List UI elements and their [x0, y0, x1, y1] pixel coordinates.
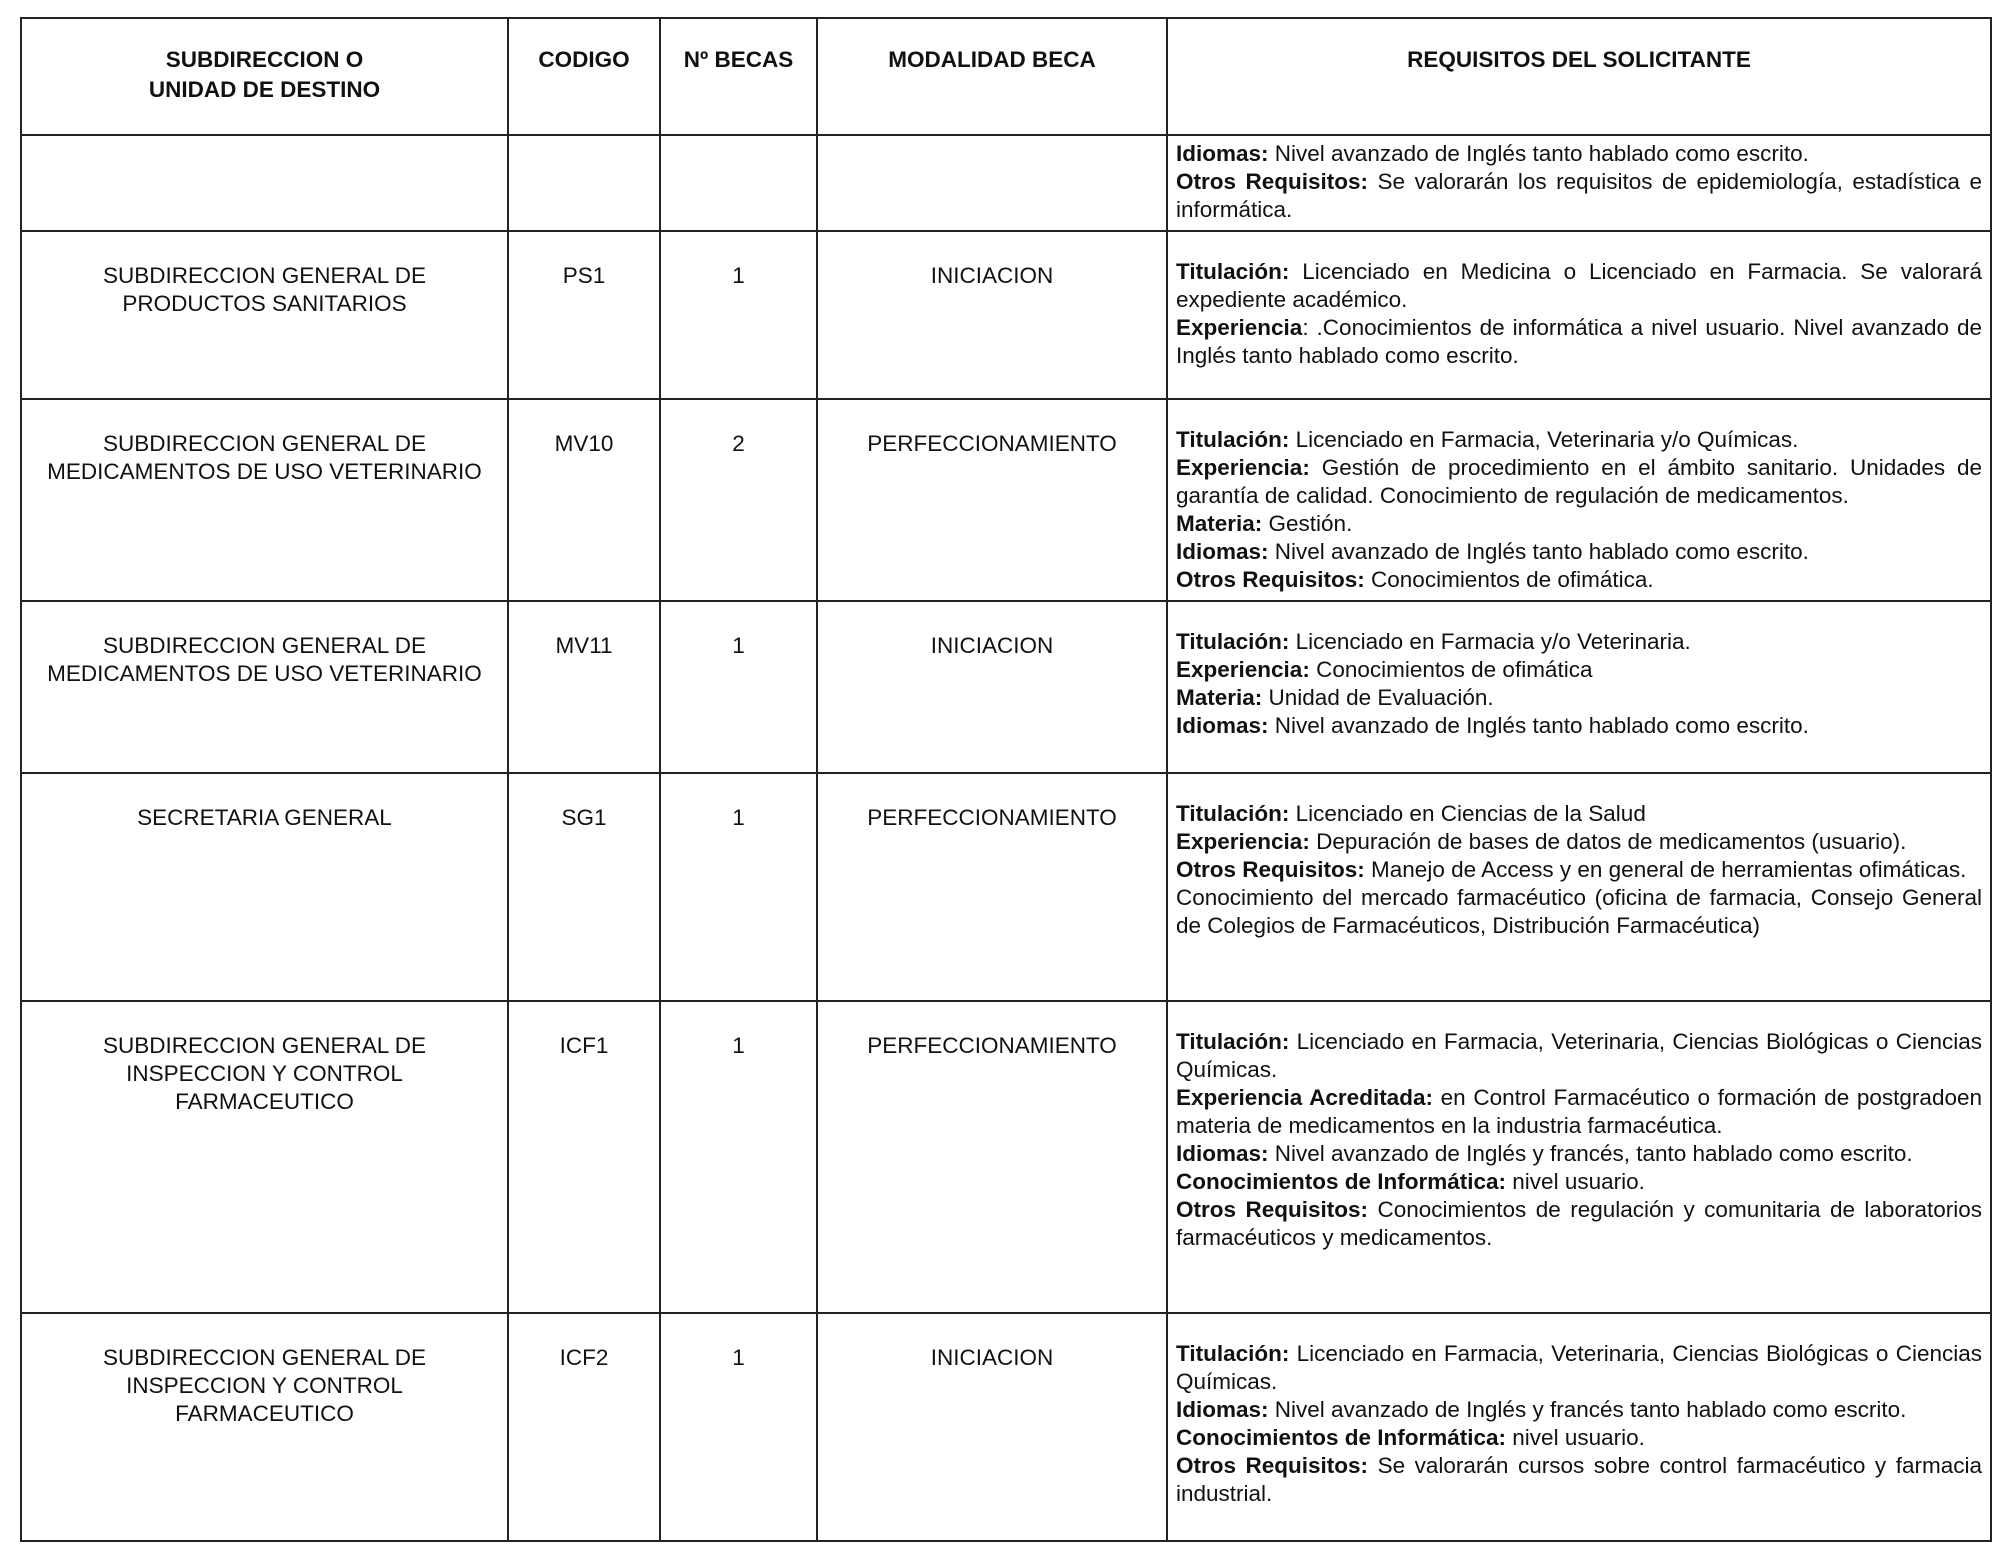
- cell-code: ICF1: [508, 1001, 660, 1313]
- requirement-label: Experiencia:: [1176, 455, 1310, 480]
- requirement-line: [1176, 426, 1982, 454]
- requirement-line: [1176, 856, 1982, 884]
- requirement-label: Idiomas:: [1176, 141, 1269, 166]
- requirement-text: Depuración de bases de datos de medicamentos (usuario).: [1309, 829, 1907, 854]
- requirement-line: [1176, 1424, 1982, 1452]
- requirement-text: Licenciado en Farmacia, Veterinaria, Ciencias Biológicas o Ciencias Químicas.: [1176, 1029, 1982, 1082]
- requirement-text: Conocimientos de ofimática.: [1364, 567, 1654, 592]
- cell-requirements: [1167, 1001, 1991, 1313]
- requirement-text: Gestión.: [1262, 511, 1353, 536]
- header-mod: MODALIDAD BECA: [817, 18, 1167, 135]
- requirement-text: nivel usuario.: [1506, 1425, 1645, 1450]
- cell-num: 1: [660, 773, 817, 1001]
- cell-unit: SUBDIRECCION GENERAL DE MEDICAMENTOS DE USO VETERINARIO: [21, 399, 508, 601]
- cell-code: ICF2: [508, 1313, 660, 1541]
- requirement-line: [1176, 1140, 1982, 1168]
- requirement-line: [1176, 258, 1982, 314]
- requirement-label: Idiomas:: [1176, 1141, 1269, 1166]
- requirement-label: Experiencia:: [1176, 657, 1310, 682]
- requirement-text: Licenciado en Farmacia, Veterinaria y/o Químicas.: [1289, 427, 1799, 452]
- requirement-text: Nivel avanzado de Inglés tanto hablado como escrito.: [1268, 539, 1809, 564]
- requirement-label: Materia:: [1176, 511, 1263, 536]
- table-row: [21, 399, 1991, 601]
- header-unit: SUBDIRECCION O UNIDAD DE DESTINO: [21, 18, 508, 135]
- requirement-text: Licenciado en Farmacia, Veterinaria, Ciencias Biológicas o Ciencias Químicas.: [1176, 1341, 1982, 1394]
- cell-code: PS1: [508, 231, 660, 399]
- requirement-label: Conocimientos de Informática:: [1176, 1169, 1507, 1194]
- requirement-line: [1176, 828, 1982, 856]
- requirement-label: Idiomas:: [1176, 539, 1269, 564]
- cell-mod: PERFECCIONAMIENTO: [817, 1001, 1167, 1313]
- requirement-line: [1176, 1340, 1982, 1396]
- requirement-line: [1176, 656, 1982, 684]
- table-row: [21, 773, 1991, 1001]
- requirement-line: [1176, 1452, 1982, 1508]
- requirement-text: Gestión de procedimiento en el ámbito sanitario. Unidades de garantía de calidad. Conocimiento de regulación de medicamentos.: [1176, 455, 1982, 508]
- requirement-text: Licenciado en Medicina o Licenciado en Farmacia. Se valorará expediente académico.: [1176, 259, 1982, 312]
- cell-num: 1: [660, 1313, 817, 1541]
- requirement-text: nivel usuario.: [1506, 1169, 1645, 1194]
- requirement-text: Conocimiento del mercado farmacéutico (oficina de farmacia, Consejo General de Colegios de Farmacéuticos, Distribución Farmacéutica): [1176, 885, 1982, 938]
- requirement-line: [1176, 168, 1982, 224]
- table-body: [21, 135, 1991, 1541]
- requirement-line: [1176, 1396, 1982, 1424]
- requirement-label: Experiencia Acreditada:: [1176, 1085, 1433, 1110]
- requirement-text: : .Conocimientos de informática a nivel usuario. Nivel avanzado de Inglés tanto hablado como escrito.: [1176, 315, 1982, 368]
- cell-num: 1: [660, 231, 817, 399]
- requirement-line: [1176, 1028, 1982, 1084]
- requirement-label: Otros Requisitos:: [1176, 1197, 1368, 1222]
- requirement-label: Titulación:: [1176, 629, 1290, 654]
- cell-unit: SUBDIRECCION GENERAL DE PRODUCTOS SANITARIOS: [21, 231, 508, 399]
- requirement-text: Conocimientos de ofimática: [1309, 657, 1593, 682]
- requirement-text: Licenciado en Ciencias de la Salud: [1289, 801, 1646, 826]
- requirement-label: Idiomas:: [1176, 1397, 1269, 1422]
- requirement-text: Conocimientos de regulación y comunitaria de laboratorios farmacéuticos y medicamentos.: [1176, 1197, 1982, 1250]
- requirement-label: Otros Requisitos:: [1176, 567, 1365, 592]
- cell-mod: INICIACION: [817, 601, 1167, 773]
- requirement-label: Titulación:: [1176, 1341, 1290, 1366]
- grants-table: [20, 17, 1992, 1542]
- cell-requirements: [1167, 601, 1991, 773]
- cell-mod: INICIACION: [817, 1313, 1167, 1541]
- requirement-text: Unidad de Evaluación.: [1262, 685, 1494, 710]
- requirement-label: Experiencia:: [1176, 829, 1310, 854]
- requirement-line: [1176, 1196, 1982, 1252]
- cell-mod: INICIACION: [817, 231, 1167, 399]
- table-row: [21, 1313, 1991, 1541]
- cell-code: MV10: [508, 399, 660, 601]
- table-row: [21, 135, 1991, 231]
- requirement-label: Otros Requisitos:: [1176, 169, 1369, 194]
- cell-unit: SUBDIRECCION GENERAL DE INSPECCION Y CONTROL FARMACEUTICO: [21, 1313, 508, 1541]
- cell-mod: PERFECCIONAMIENTO: [817, 399, 1167, 601]
- requirement-text: en Control Farmacéutico o formación de postgradoen materia de medicamentos en la industria farmacéutica.: [1176, 1085, 1982, 1138]
- requirement-line: [1176, 712, 1982, 740]
- cell-num: 1: [660, 601, 817, 773]
- cell-requirements: [1167, 773, 1991, 1001]
- requirement-text: Manejo de Access y en general de herramientas ofimáticas.: [1364, 857, 1967, 882]
- requirement-line: [1176, 884, 1982, 940]
- requirement-label: Idiomas:: [1176, 713, 1269, 738]
- requirement-line: [1176, 510, 1982, 538]
- header-code: CODIGO: [508, 18, 660, 135]
- requirement-label: Titulación:: [1176, 259, 1290, 284]
- requirement-line: [1176, 314, 1982, 370]
- header-req: REQUISITOS DEL SOLICITANTE: [1167, 18, 1991, 135]
- requirement-text: Se valorarán los requisitos de epidemiología, estadística e informática.: [1176, 169, 1982, 222]
- requirement-label: Experiencia: [1176, 315, 1303, 340]
- requirement-label: Titulación:: [1176, 427, 1290, 452]
- header-num: Nº BECAS: [660, 18, 817, 135]
- requirement-line: [1176, 800, 1982, 828]
- requirement-text: Se valorarán cursos sobre control farmacéutico y farmacia industrial.: [1176, 1453, 1982, 1506]
- cell-requirements: [1167, 399, 1991, 601]
- requirement-label: Titulación:: [1176, 1029, 1290, 1054]
- requirement-line: [1176, 684, 1982, 712]
- requirement-text: Nivel avanzado de Inglés y francés, tanto hablado como escrito.: [1268, 1141, 1913, 1166]
- cell-requirements: [1167, 135, 1991, 231]
- cell-num: 2: [660, 399, 817, 601]
- cell-unit: SUBDIRECCION GENERAL DE INSPECCION Y CONTROL FARMACEUTICO: [21, 1001, 508, 1313]
- requirement-label: Materia:: [1176, 685, 1263, 710]
- requirement-text: Nivel avanzado de Inglés y francés tanto hablado como escrito.: [1268, 1397, 1907, 1422]
- cell-requirements: [1167, 1313, 1991, 1541]
- cell-unit: [21, 135, 508, 231]
- cell-unit: SUBDIRECCION GENERAL DE MEDICAMENTOS DE USO VETERINARIO: [21, 601, 508, 773]
- requirement-line: [1176, 1168, 1982, 1196]
- requirement-label: Otros Requisitos:: [1176, 1453, 1369, 1478]
- requirement-text: Nivel avanzado de Inglés tanto hablado como escrito.: [1268, 713, 1809, 738]
- requirement-line: [1176, 538, 1982, 566]
- requirement-text: Nivel avanzado de Inglés tanto hablado como escrito.: [1268, 141, 1809, 166]
- cell-code: [508, 135, 660, 231]
- cell-unit: SECRETARIA GENERAL: [21, 773, 508, 1001]
- requirement-label: Conocimientos de Informática:: [1176, 1425, 1507, 1450]
- cell-num: [660, 135, 817, 231]
- requirement-line: [1176, 454, 1982, 510]
- requirement-text: Licenciado en Farmacia y/o Veterinaria.: [1289, 629, 1691, 654]
- cell-num: 1: [660, 1001, 817, 1313]
- requirement-line: [1176, 566, 1982, 594]
- table-row: [21, 601, 1991, 773]
- cell-code: SG1: [508, 773, 660, 1001]
- cell-requirements: [1167, 231, 1991, 399]
- requirement-line: [1176, 628, 1982, 656]
- table-row: [21, 231, 1991, 399]
- requirement-line: [1176, 140, 1982, 168]
- cell-mod: PERFECCIONAMIENTO: [817, 773, 1167, 1001]
- requirement-label: Titulación:: [1176, 801, 1290, 826]
- table-row: [21, 1001, 1991, 1313]
- cell-mod: [817, 135, 1167, 231]
- requirement-label: Otros Requisitos:: [1176, 857, 1365, 882]
- header-row: [21, 18, 1991, 135]
- requirement-line: [1176, 1084, 1982, 1140]
- cell-code: MV11: [508, 601, 660, 773]
